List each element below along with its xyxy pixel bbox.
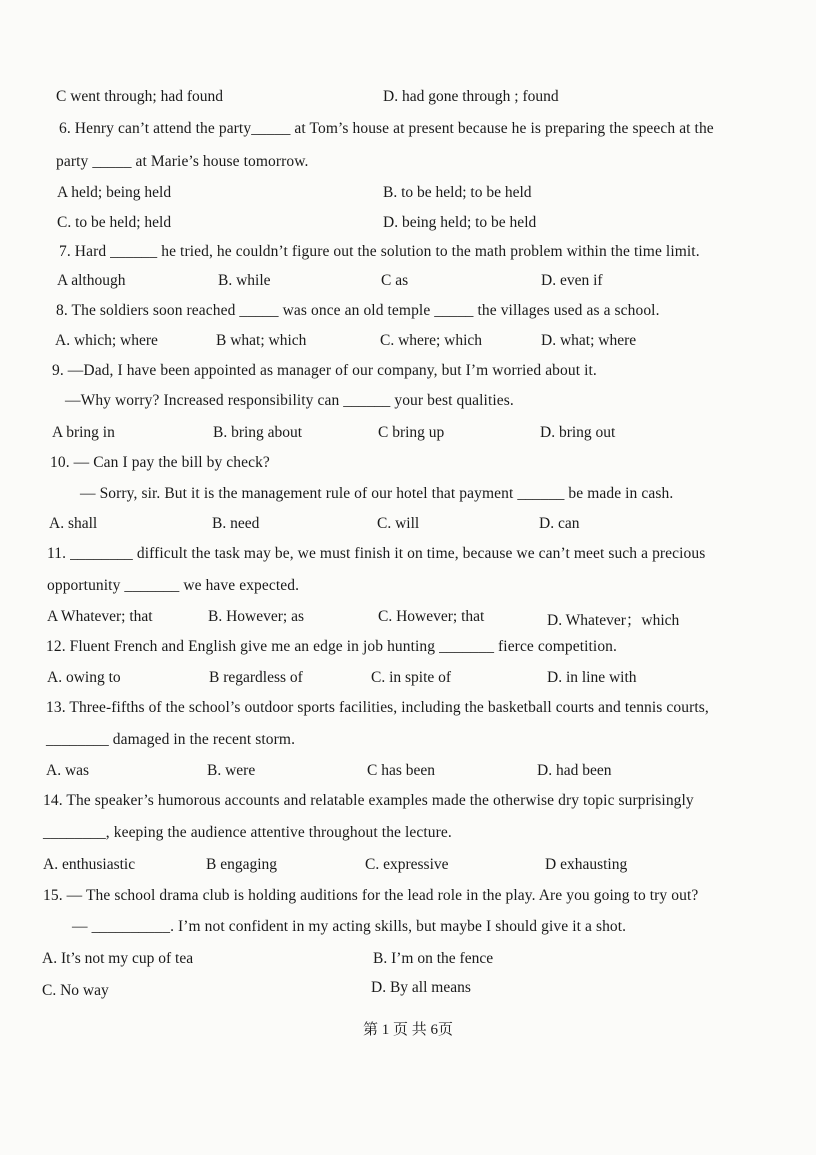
page-number-footer: 第 1 页 共 6页 [362, 1022, 453, 1038]
question-15-option-a: A. It’s not my cup of tea [42, 950, 194, 967]
question-13-line-2: ________ damaged in the recent storm. [46, 731, 296, 748]
question-6-option-a: A held; being held [57, 184, 172, 201]
question-10-option-c: C. will [377, 515, 420, 532]
question-7-option-c: C as [381, 272, 409, 289]
prev-option-d: D. had gone through ; found [383, 88, 559, 105]
question-9-option-b: B. bring about [213, 424, 303, 441]
prev-option-c: C went through; had found [56, 88, 224, 105]
question-10-line-1: 10. — Can I pay the bill by check? [50, 454, 270, 471]
question-8-option-c: C. where; which [380, 332, 483, 349]
question-9-option-c: C bring up [378, 424, 445, 441]
question-10-line-2: — Sorry, sir. But it is the management rule of our hotel that payment ______ be made in cash. [80, 485, 674, 502]
question-9-line-1: 9. —Dad, I have been appointed as manager of our company, but I’m worried about it. [52, 362, 597, 379]
question-12-line-1: 12. Fluent French and English give me an edge in job hunting _______ fierce competition. [46, 638, 617, 655]
question-8-option-b: B what; which [216, 332, 307, 349]
question-12-option-c: C. in spite of [371, 669, 452, 686]
question-15-option-c: C. No way [42, 982, 109, 999]
question-8-option-a: A. which; where [55, 332, 158, 349]
question-12-option-b: B regardless of [209, 669, 303, 686]
question-6-option-c: C. to be held; held [57, 214, 172, 231]
question-14-option-d: D exhausting [545, 856, 628, 873]
question-10-option-d: D. can [539, 515, 580, 532]
question-15-option-b: B. I’m on the fence [373, 950, 494, 967]
question-13-option-d: D. had been [537, 762, 612, 779]
question-11-option-a: A Whatever; that [47, 608, 153, 625]
question-6-line-2: party _____ at Marie’s house tomorrow. [56, 153, 309, 170]
question-15-line-1: 15. — The school drama club is holding auditions for the lead role in the play. Are you going to try out? [43, 887, 699, 904]
question-13-option-b: B. were [207, 762, 256, 779]
question-7-option-d: D. even if [541, 272, 603, 289]
question-9-line-2: —Why worry? Increased responsibility can ______ your best qualities. [65, 392, 514, 409]
question-14-option-b: B engaging [206, 856, 278, 873]
question-9-option-a: A bring in [52, 424, 115, 441]
question-14-option-c: C. expressive [365, 856, 449, 873]
question-11-option-b: B. However; as [208, 608, 304, 625]
question-11-line-1: 11. ________ difficult the task may be, we must finish it on time, because we can’t meet such a precious [47, 545, 706, 562]
question-13-option-a: A. was [46, 762, 90, 779]
question-6-option-d: D. being held; to be held [383, 214, 537, 231]
question-8-line-1: 8. The soldiers soon reached _____ was once an old temple _____ the villages used as a school. [56, 302, 660, 319]
question-8-option-d: D. what; where [541, 332, 637, 349]
question-12-option-a: A. owing to [47, 669, 121, 686]
question-12-option-d: D. in line with [547, 669, 637, 686]
question-7-option-b: B. while [218, 272, 271, 289]
question-10-option-a: A. shall [49, 515, 98, 532]
question-9-option-d: D. bring out [540, 424, 616, 441]
question-10-option-b: B. need [212, 515, 260, 532]
question-14-line-1: 14. The speaker’s humorous accounts and relatable examples made the otherwise dry topic surprisingly [43, 792, 694, 809]
question-14-option-a: A. enthusiastic [43, 856, 136, 873]
question-7-option-a: A although [57, 272, 126, 289]
question-6-option-b: B. to be held; to be held [383, 184, 532, 201]
question-11-option-c: C. However; that [378, 608, 485, 625]
question-7-line-1: 7. Hard ______ he tried, he couldn’t figure out the solution to the math problem within the time limit. [59, 243, 700, 260]
question-13-line-1: 13. Three-fifths of the school’s outdoor sports facilities, including the basketball courts and tennis courts, [46, 699, 709, 716]
question-11-option-d: D. Whatever；which [547, 612, 680, 629]
question-14-line-2: ________, keeping the audience attentive throughout the lecture. [43, 824, 452, 841]
question-6-line-1: 6. Henry can’t attend the party_____ at Tom’s house at present because he is preparing the speech at the [59, 120, 714, 137]
question-13-option-c: C has been [367, 762, 436, 779]
question-15-line-2: — __________. I’m not confident in my acting skills, but maybe I should give it a shot. [72, 918, 627, 935]
question-11-line-2: opportunity _______ we have expected. [47, 577, 300, 594]
question-15-option-d: D. By all means [371, 979, 471, 996]
